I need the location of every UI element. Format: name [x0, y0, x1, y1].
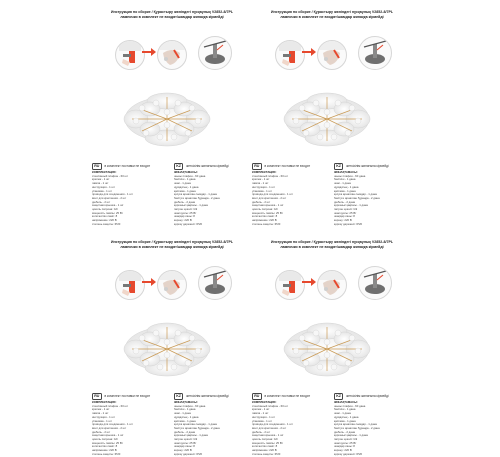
panel-title-line2: лампочки в комплект не входят/шамдар жинаққа кірмейді — [120, 245, 224, 249]
spec-line: крепеж - 1 шт — [252, 178, 270, 182]
spec-line: инструкция - 1 шт — [92, 185, 115, 189]
spec-line: лампа - 1 шт — [92, 182, 109, 186]
spec-line: крепеж - 1 шт — [92, 408, 110, 412]
spec-line: кернеу: 220 В — [174, 449, 192, 453]
spec-line: упаковка - 1 шт — [92, 419, 112, 423]
specs-ru-column — [92, 401, 152, 457]
panel-title-line2: лампочки в комплект не входят/шамдар жинаққа кірмейді — [120, 15, 224, 19]
spec-line: қосуға арналған сымдар - 1 дана — [174, 423, 217, 427]
spec-line: дюбель - 2 дана — [174, 430, 195, 434]
spec-line: винт для крепления - 2 шт — [252, 426, 287, 430]
spec-line: қорғаныс қақпағы - 1 дана — [174, 204, 208, 208]
note-ru-text: в комплект поставки не входят — [264, 164, 311, 168]
spec-line: напряжение: 220 В — [92, 219, 117, 223]
panel-title-line2: лампочки в комплект не входят/шамдар жинаққа кірмейді — [280, 15, 384, 19]
spec-line: шам қуаты: 25 Вт — [334, 211, 357, 215]
spec-line: қосуға арналған сымдар - 1 дана — [334, 193, 377, 197]
spec-line: инструкция - 1 шт — [92, 415, 115, 419]
spec-line: провода для соединения - 1 шт — [92, 423, 133, 427]
spec-line: шыны плафон - 60 дана — [334, 404, 366, 408]
note-ru-text: в комплект поставки не входят — [104, 394, 151, 398]
spec-line: дюбель - 2 дана — [334, 200, 355, 204]
spec-line: қосуға арналған сымдар - 1 дана — [334, 423, 377, 427]
note-kz — [334, 163, 389, 170]
spec-line: упаковка - 1 шт — [252, 419, 272, 423]
spec-line: ЖИНАҚТАМАСЫ: — [174, 401, 198, 404]
drill-icon — [115, 40, 145, 70]
note-ru — [92, 393, 150, 400]
specs-ru-column — [252, 401, 312, 457]
spec-line: стеклянный плафон - 60 шт — [92, 174, 129, 178]
badge-ru: RU — [92, 163, 102, 170]
spec-line: степень защиты: IP20 — [92, 452, 121, 456]
assembly-illustrations — [252, 28, 412, 78]
spec-line: провода для соединения - 1 шт — [252, 423, 293, 427]
panel-title-line1: Инструкция по сборке / Құрастыру жөніндегі нұсқаулық V2852-8/7PL — [270, 10, 394, 14]
badge-ru: RU — [252, 393, 262, 400]
spec-line: степень защиты: IP20 — [252, 452, 281, 456]
spec-line: стеклянный плафон - 60 шт — [252, 174, 289, 178]
hand-wiring-icon — [157, 40, 187, 70]
spec-line: винт для крепления - 2 шт — [92, 426, 127, 430]
spec-line: инструкция - 1 шт — [252, 185, 275, 189]
spec-line: патрон цоколі: G9 — [334, 438, 358, 442]
spec-line: цоколь патрона: G9 — [92, 438, 118, 442]
note-ru-text: в комплект поставки не входят — [264, 394, 311, 398]
chandelier-svg — [272, 311, 382, 385]
spec-line: КОМПЛЕКТАЦИЯ: — [252, 171, 277, 174]
spec-line: цоколь патрона: G9 — [92, 208, 118, 212]
spec-line: стеклянный плафон - 60 шт — [92, 404, 129, 408]
spec-line: количество ламп: 8 — [252, 215, 278, 219]
spec-line: ЖИНАҚТАМАСЫ: — [174, 171, 198, 174]
chandelier-image — [112, 311, 222, 385]
spec-line: шамдар саны: 8 — [334, 215, 355, 219]
spec-line: дюбель - 2 дана — [174, 200, 195, 204]
panel-title — [92, 10, 252, 20]
spec-line: шам - 1 дана — [174, 412, 191, 416]
assembly-illustrations — [92, 258, 252, 308]
spec-line: нұсқаулық - 1 дана — [174, 415, 199, 419]
chandelier-svg — [112, 311, 222, 385]
hand-wiring-icon — [157, 270, 187, 300]
spec-line: дюбель - 2 шт — [252, 200, 271, 204]
badge-kz: KZ — [174, 163, 183, 170]
spec-line: дюбель - 2 дана — [334, 430, 355, 434]
spec-line: винт для крепления - 2 шт — [92, 196, 127, 200]
note-kz — [174, 163, 229, 170]
chandelier-image — [272, 81, 382, 155]
spec-line: степень защиты: IP20 — [252, 222, 281, 226]
note-kz-text: жеткізілім жинағына кірмейді — [186, 164, 229, 168]
spec-line: лампа - 1 шт — [252, 182, 269, 186]
spec-line: крепеж - 1 шт — [92, 178, 110, 182]
badge-kz: KZ — [334, 163, 343, 170]
spec-line: КОМПЛЕКТАЦИЯ: — [92, 401, 117, 404]
spec-line: лампа - 1 шт — [252, 412, 269, 416]
spec-line: қорғау дәрежесі: IP20 — [334, 222, 363, 226]
spec-line: мощность лампы: 25 Вт — [92, 441, 123, 445]
badge-kz: KZ — [174, 393, 183, 400]
spec-line: напряжение: 220 В — [252, 219, 277, 223]
note-ru-text: в комплект поставки не входят — [104, 164, 151, 168]
spec-line: қаптама - 1 дана — [334, 419, 356, 423]
spec-line: шам қуаты: 25 Вт — [174, 441, 197, 445]
spec-line: цоколь патрона: G9 — [252, 438, 278, 442]
drill-icon — [115, 270, 145, 300]
spec-line: инструкция - 1 шт — [252, 415, 275, 419]
spec-line: патрон цоколі: G9 — [334, 208, 358, 212]
note-ru — [252, 393, 310, 400]
installation-arrow — [142, 276, 158, 288]
spec-line: ЖИНАҚТАМАСЫ: — [334, 401, 358, 404]
spec-line: бекітуге арналған бұранда - 2 дана — [174, 196, 220, 200]
spec-line: шамдар саны: 8 — [174, 215, 195, 219]
panel-title — [92, 240, 252, 250]
spec-line: защитная крышка - 1 шт — [252, 434, 284, 438]
spec-line: қорғаныс қақпағы - 1 дана — [174, 434, 208, 438]
specs-kz-column — [334, 401, 394, 457]
spec-line: нұсқаулық - 1 дана — [334, 185, 359, 189]
spec-line: степень защиты: IP20 — [92, 222, 121, 226]
note-kz-text: жеткізілім жинағына кірмейді — [346, 394, 389, 398]
specs-ru-column — [252, 171, 312, 227]
spec-line: цоколь патрона: G9 — [252, 208, 278, 212]
specs-kz-column — [334, 171, 394, 227]
spec-line: кернеу: 220 В — [174, 219, 192, 223]
assembly-illustrations — [252, 258, 412, 308]
note-ru — [252, 163, 310, 170]
spec-line: бекітуге арналған бұранда - 2 дана — [334, 196, 380, 200]
assembly-illustrations — [92, 28, 252, 78]
spec-line: бекітуге арналған бұранда - 2 дана — [174, 426, 220, 430]
spec-line: қорғау дәрежесі: IP20 — [334, 452, 363, 456]
spec-line: шамдар саны: 8 — [174, 445, 195, 449]
note-ru — [92, 163, 150, 170]
spec-line: мощность лампы: 25 Вт — [252, 211, 283, 215]
spec-line: бекіткіш - 1 дана — [334, 178, 356, 182]
hand-wiring-icon — [317, 270, 347, 300]
hand-wiring-icon — [317, 40, 347, 70]
installation-arrow — [302, 46, 318, 58]
spec-line: қорғаныс қақпағы - 1 дана — [334, 434, 368, 438]
spec-line: винт для крепления - 2 шт — [252, 196, 287, 200]
spec-line: бекіткіш - 1 дана — [174, 178, 196, 182]
ceiling-mount-icon — [198, 36, 232, 70]
spec-line: дюбель - 2 шт — [252, 430, 271, 434]
spec-line: крепеж - 1 шт — [252, 408, 270, 412]
spec-line: упаковка - 1 шт — [252, 189, 272, 193]
panel-title-line2: лампочки в комплект не входят/шамдар жинаққа кірмейді — [280, 245, 384, 249]
spec-line: шам - 1 дана — [174, 182, 191, 186]
installation-arrow — [142, 46, 158, 58]
badge-ru: RU — [92, 393, 102, 400]
spec-line: қосуға арналған сымдар - 1 дана — [174, 193, 217, 197]
spec-line: КОМПЛЕКТАЦИЯ: — [92, 171, 117, 174]
specs-ru-column — [92, 171, 152, 227]
spec-line: мощность лампы: 25 Вт — [92, 211, 123, 215]
spec-line: қаптама - 1 дана — [334, 189, 356, 193]
spec-line: қорғау дәрежесі: IP20 — [174, 452, 203, 456]
instruction-panel — [92, 10, 252, 226]
note-kz-text: жеткізілім жинағына кірмейді — [346, 164, 389, 168]
spec-line: нұсқаулық - 1 дана — [334, 415, 359, 419]
spec-line: шам қуаты: 25 Вт — [334, 441, 357, 445]
spec-line: шыны плафон - 60 дана — [174, 404, 206, 408]
spec-line: кернеу: 220 В — [334, 449, 352, 453]
panel-title — [252, 10, 412, 20]
spec-line: нұсқаулық - 1 дана — [174, 185, 199, 189]
spec-line: кернеу: 220 В — [334, 219, 352, 223]
spec-line: напряжение: 220 В — [252, 449, 277, 453]
spec-line: шам қуаты: 25 Вт — [174, 211, 197, 215]
spec-line: КОМПЛЕКТАЦИЯ: — [252, 401, 277, 404]
chandelier-image — [112, 81, 222, 155]
spec-line: шамдар саны: 8 — [334, 445, 355, 449]
spec-line: количество ламп: 8 — [92, 215, 118, 219]
spec-line: шыны плафон - 60 дана — [174, 174, 206, 178]
panel-title-line1: Инструкция по сборке / Құрастыру жөніндегі нұсқаулық V2852-8/7PL — [110, 240, 234, 244]
spec-line: мощность лампы: 25 Вт — [252, 441, 283, 445]
installation-arrow — [302, 276, 318, 288]
spec-line: провода для соединения - 1 шт — [252, 193, 293, 197]
chandelier-svg — [272, 81, 382, 155]
spec-line: защитная крышка - 1 шт — [92, 204, 124, 208]
spec-line: шыны плафон - 60 дана — [334, 174, 366, 178]
spec-line: провода для соединения - 1 шт — [92, 193, 133, 197]
spec-line: қаптама - 1 дана — [174, 189, 196, 193]
spec-line: қорғаныс қақпағы - 1 дана — [334, 204, 368, 208]
ceiling-mount-icon — [358, 266, 392, 300]
spec-line: количество ламп: 8 — [92, 445, 118, 449]
spec-line: дюбель - 2 шт — [92, 430, 111, 434]
spec-line: ЖИНАҚТАМАСЫ: — [334, 171, 358, 174]
spec-line: дюбель - 2 шт — [92, 200, 111, 204]
spec-line: патрон цоколі: G9 — [174, 208, 198, 212]
specs-kz-column — [174, 401, 234, 457]
chandelier-image — [272, 311, 382, 385]
instruction-panel — [92, 240, 252, 456]
panel-title-line1: Инструкция по сборке / Құрастыру жөніндегі нұсқаулық V2852-8/7PL — [110, 10, 234, 14]
drill-icon — [275, 270, 305, 300]
spec-line: бекітуге арналған бұранда - 2 дана — [334, 426, 380, 430]
panel-title-line1: Инструкция по сборке / Құрастыру жөніндегі нұсқаулық V2852-8/7PL — [270, 240, 394, 244]
specs-kz-column — [174, 171, 234, 227]
spec-line: напряжение: 220 В — [92, 449, 117, 453]
spec-line: қаптама - 1 дана — [174, 419, 196, 423]
badge-kz: KZ — [334, 393, 343, 400]
note-kz — [174, 393, 229, 400]
note-kz-text: жеткізілім жинағына кірмейді — [186, 394, 229, 398]
spec-line: защитная крышка - 1 шт — [92, 434, 124, 438]
spec-line: қорғау дәрежесі: IP20 — [174, 222, 203, 226]
panel-title — [252, 240, 412, 250]
ceiling-mount-icon — [358, 36, 392, 70]
spec-line: количество ламп: 8 — [252, 445, 278, 449]
note-kz — [334, 393, 389, 400]
drill-icon — [275, 40, 305, 70]
spec-line: лампа - 1 шт — [92, 412, 109, 416]
spec-line: стеклянный плафон - 60 шт — [252, 404, 289, 408]
ceiling-mount-icon — [198, 266, 232, 300]
spec-line: упаковка - 1 шт — [92, 189, 112, 193]
spec-line: бекіткіш - 1 дана — [174, 408, 196, 412]
spec-line: шам - 1 дана — [334, 182, 351, 186]
spec-line: патрон цоколі: G9 — [174, 438, 198, 442]
instruction-panel — [252, 240, 412, 456]
badge-ru: RU — [252, 163, 262, 170]
spec-line: защитная крышка - 1 шт — [252, 204, 284, 208]
chandelier-svg — [112, 81, 222, 155]
instruction-panel — [252, 10, 412, 226]
spec-line: бекіткіш - 1 дана — [334, 408, 356, 412]
spec-line: шам - 1 дана — [334, 412, 351, 416]
